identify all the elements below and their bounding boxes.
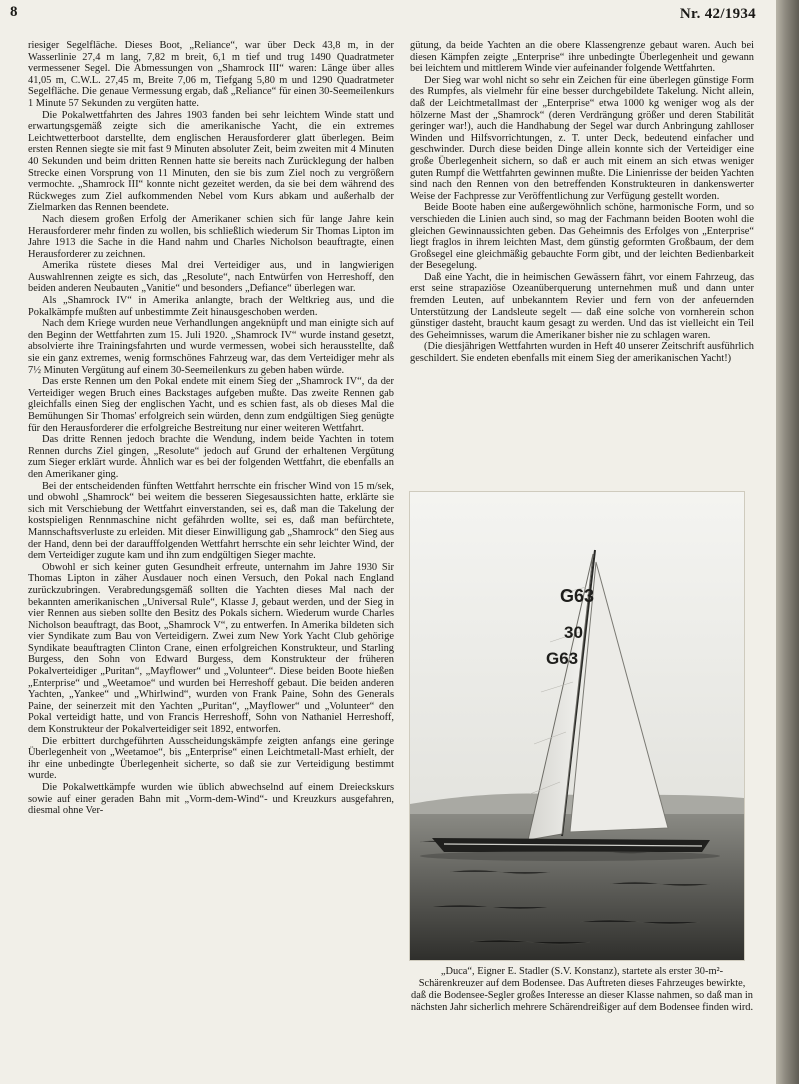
paragraph: riesiger Segelfläche. Dieses Boot, „Reliance“, war über Deck 43,8 m, in der Wasserlinie 27,4 m lang, 7,82 m breit, 6,1 m tief und trug 1490 Quadratmeter vermessener Segel. Die Abmessungen von „Shamrock III“ waren: Länge über alles 41,05 m, C.W.L. 27,45 m, Breite 7,06 m, Tiefgang 5,80 m und 1290 Quadratmeter Segelfläche. Die genaue Vermessung ergab, daß „Reliance“ für einen 30-Seemeilenkurs 1 Minute 57 Sekunden zu vergüten hatte. [28,40,394,109]
sail-number-bottom: G63 [546,649,579,668]
paragraph: Nach dem Kriege wurden neue Verhandlungen angeknüpft und man einigte sich auf den Beginn der Wettfahrten zum 15. Juli 1920. „Shamrock IV“ wurde instand gesetzt, absolvierte ihre Trainingsfahrten und wurde vermessen, wobei sich herausstellte, daß sie ein ganz extremes, wenig formschönes Fahrzeug war, das dem Verteidiger mehr als 7½ Minuten Vergütung auf einem 30-Seemeilenkurs zu geben haben würde. [28,318,394,376]
paragraph: Beide Boote haben eine außergewöhnlich schöne, harmonische Form, und so verschieden die Linien auch sind, so mag der Fachmann beiden Booten wohl die gleichen Gewinnaussichten geben. Das Geheimnis des Erfolges von „Enterprise“ liegt fraglos in ihrem leichten Mast, dem günstig geformten Großbaum, der dem Großsegel eine gleichmäßig gebauchte Form gibt, und der leichten Bedienbarkeit der Besegelung. [410,202,754,272]
paragraph: gütung, da beide Yachten an die obere Klassengrenze gebaut waren. Auch bei diesen Kämpfen zeigte „Enterprise“ ihre unbedingte Überlegenheit und gewann bei leichtem und mittlerem Winde vier aufeinander folgende Wettfahrten. [410,40,754,75]
sailboat-photo [410,492,744,960]
paragraph: Die erbittert durchgeführten Ausscheidungskämpfe zeigten anfangs eine geringe Überlegenheit von „Weetamoe“, bis „Enterprise“ einen Leichtmetall-Mast erhielt, der ihr eine unbedingte Überlegenheit sicherte, so daß sie zur Verteidigung bestimmt wurde. [28,735,394,782]
paragraph: Das erste Rennen um den Pokal endete mit einem Sieg der „Shamrock IV“, da der Verteidiger wegen Bruch eines Backstages aufgeben mußte. Das zweite Rennen gab gleichfalls einen Sieg der englischen Yacht, und es schien fast, als ob dieses Mal die Bemühungen Sir Thomas' erfolgreich sein würden, denn zum endgültigen Sieg genügte für den Herausforderer die erfolgreiche Bestreitung nur einer weiteren Wettfahrt. [28,376,394,434]
paragraph: Die Pokalwettfahrten des Jahres 1903 fanden bei sehr leichtem Winde statt und erwartungsgemäß zeigte sich die amerikanische Yacht, die ein extremes Leichtwetterboot darstellte, dem englischen Herausforderer glatt überlegen. Beim ersten Rennen siegte sie mit fast 9 Minuten absoluter Zeit, beim zweiten mit 4 Minuten 40 Sekunden und beim dritten Rennen hatte sie bereits nach Zurücklegung der halben Strecke einen Vorsprung von 11 Minuten, den sie bis zum Ziel noch zu vergrößern vermochte. „Shamrock III“ konnte nicht gezeitet werden, da sie bei dem während des Rückweges zum Ziel aufkommenden Nebel vom Kurs abkam und außerhalb der Zielmarken das Rennen beendete. [28,109,394,214]
paragraph: Als „Shamrock IV“ in Amerika anlangte, brach der Weltkrieg aus, und die Pokalkämpfe mußten auf unbestimmte Zeit hinausgeschoben werden. [28,295,394,318]
right-text-column [410,40,754,365]
paragraph: Das dritte Rennen jedoch brachte die Wendung, indem beide Yachten in totem Rennen durchs Ziel gingen, „Resolute“ jedoch auf Grund der erhaltenen Vergütung zum Sieger erklärt wurde. Ähnlich war es bei der folgenden Wettfahrt, die ebenfalls an den Amerikaner ging. [28,434,394,480]
paragraph: Bei der entscheidenden fünften Wettfahrt herrschte ein frischer Wind von 15 m/sek, und obwohl „Shamrock“ bei weitem die besseren Siegesaussichten hatte, erklärte sie sich mit Verschiebung der Wettfahrt einverstanden, sei es, daß man die Takelung der kostspieligen Rennmaschine nicht gefährden wollte, sei es, daß man befürchtete, Mannschaftsverluste zu erleiden. Mit dieser Einwilligung gab „Shamrock“ den Sieg aus der Hand, denn bei der daraufffolgenden Wettfahrt herrschte ein sehr leichter Wind, der dem Verteidiger zugute kam und ihn zum endgültigen Sieger machte. [28,480,394,562]
issue-number: Nr. 42/1934 [679,6,756,22]
paragraph: Obwohl er sich keiner guten Gesundheit erfreute, unternahm im Jahre 1930 Sir Thomas Lipton in zäher Ausdauer noch einen Versuch, den Pokal nach England zurückzubringen. Verabredungsgemäß sollten die Yachten dieses Mal nach der bekannten amerikanischen „Universal Rule“, Klasse J, gebaut werden, und der Sieg in vier Rennen aus sieben sollte den Besitz des Pokals sichern. Wiederum wurde Charles Nicholson beauftragt, das Boot, „Shamrock V“, zu entwerfen. In Amerika bildeten sich vier Syndikate zum Bau von Verteidigern. Zwei zum New York Yacht Club gehörige Syndikate beauftragten Clinton Crane, einen erfolgreichen Konstrukteur, und Starling Burgess, den Sohn von Edward Burgess, dem Konstrukteur der früheren Pokalverteidiger „Puritan“, „Mayflower“ und „Volunteer“. Diese beiden Boote hießen „Enterprise“ und „Weetamoe“ und wurden bei Herreshoff gebaut. Die beiden anderen Yachten, „Yankee“ und „Whirlwind“, wurden von Frank Paine, Sohn des Generals Paine, der seinerzeit mit den Yachten „Puritan“, „Mayflower“ und „Volunteer“ den Pokal verteidigt hatte, und von Francis Herreshoff, Sohn von Nathaniel Herreshoff, dem Konstrukteur der Pokalverteidiger seit 1892, entworfen. [28,561,394,736]
paragraph: Die Pokalwettkämpfe wurden wie üblich abwechselnd auf einem Dreieckskurs sowie auf einer geraden Bahn mit „Vorm-dem-Wind“- und Kreuzkurs ausgefahren, diesmal ohne Ver- [28,782,394,817]
sail-number-top: G63 [560,586,595,606]
sail-class-number: 30 [564,623,583,642]
paragraph: (Die diesjährigen Wettfahrten wurden in Heft 40 unserer Zeitschrift ausführlich geschildert. Sie endeten ebenfalls mit einem Sieg der amerikanischen Yacht!) [410,341,754,365]
sailboat-illustration [410,492,744,960]
page-edge [776,0,799,1084]
paragraph: Nach diesem großen Erfolg der Amerikaner schien sich für lange Jahre kein Herausforderer mehr finden zu wollen, bis schließlich wiederum Sir Thomas Lipton im Jahre 1913 die Sache in die Hand nahm und Charles Nicholson beauftragte, einen Herausforderer zu zeichnen. [28,213,394,260]
paragraph: Daß eine Yacht, die in heimischen Gewässern fährt, vor einem Fahrzeug, das erst seine strapaziöse Ozeanüberquerung unternehmen muß und dann unter fremden Leuten, auf unbekanntem Revier und fern von der anfeuernden Unterstützung der Landsleute segelt — daß eine solche von vornherein schon günstiger dasteht, braucht kaum gesagt zu werden. Und das ist vielleicht ein Teil des Geheimnisses, warum die Amerikaner bisher nie zu schlagen waren. [410,271,754,341]
paragraph: Der Sieg war wohl nicht so sehr ein Zeichen für eine überlegen günstige Form des Rumpfes, als vielmehr für eine besser durchgebildete Takelung. Nicht allein, daß der Leichtmetallmast der „Enterprise“ etwa 1000 kg weniger wog als der hölzerne Mast der „Shamrock“ (deren Verdrängung größer und deren Stabilität geringer war!), auch die Handhabung der Segel war durch Anbringung zahlloser Winden und Hilfsvorrichtungen, z. T. unter Deck, bedeutend einfacher und geschwinder. Durch diese beiden Dinge allein konnte sich der Verteidiger eine große Überlegenheit sichern, so daß er auch mit einem an sich etwas weniger guten Rumpf die Wettfahrten gewinnen mußte. Die Linienrisse der beiden Yachten sind nach den Rennen von den betreffenden Konstrukteuren in dankenswerter Weise der Fachpresse zur Veröffentlichung zur Verfügung gestellt worden. [410,74,754,202]
paragraph: Amerika rüstete dieses Mal drei Verteidiger aus, und in langwierigen Auswahlrennen zeigte es sich, das „Resolute“, nach Entwürfen von Herreshoff, den beiden anderen Neubauten „Vanitie“ und besonders „Defiance“ überlegen war. [28,260,394,295]
page-number: 8 [10,4,18,20]
photo-caption: „Duca“, Eigner E. Stadler (S.V. Konstanz), startete als erster 30-m²-Schärenkreuzer auf dem Bodensee. Das Auftreten dieses Fahrzeuges bewirkte, daß die Bodensee-Segler großes Interesse an dieser Klasse nahmen, so daß man in nächsten Jahr sicherlich mehrere Schärendreißiger auf dem Bodensee finden wird. [410,966,754,1013]
left-text-column [28,40,394,817]
